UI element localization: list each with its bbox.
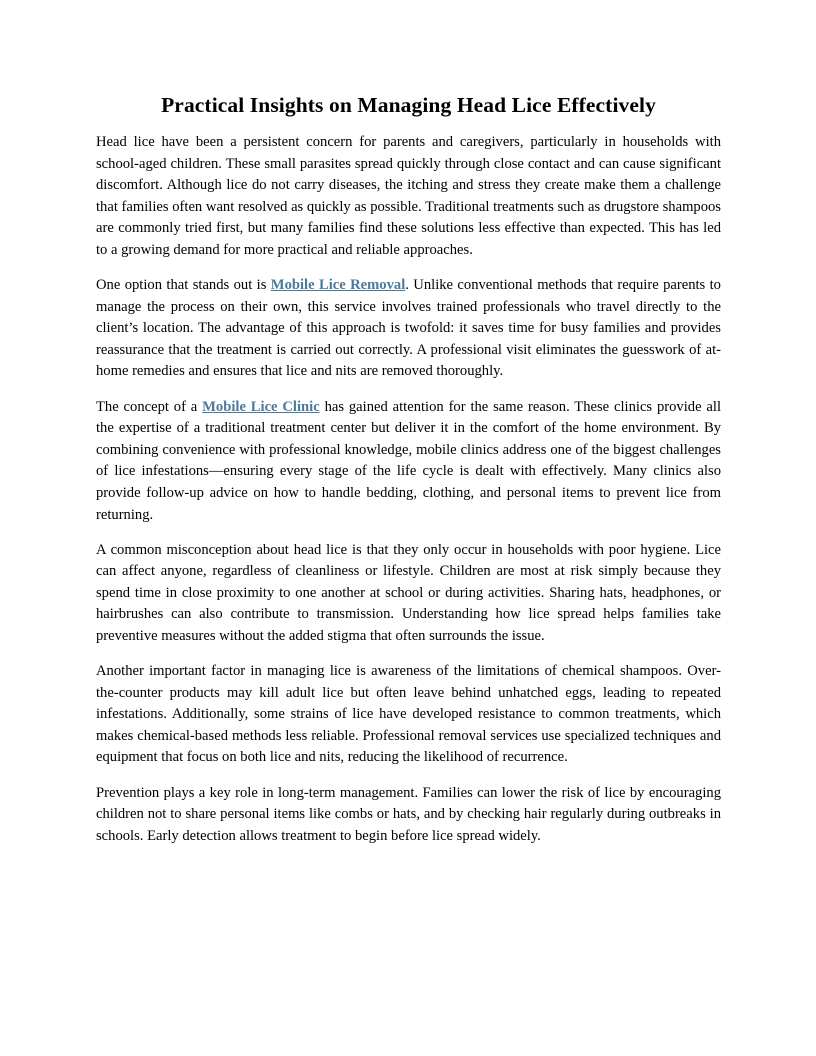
page-title: Practical Insights on Managing Head Lice Effectively [161, 93, 656, 117]
paragraph-mobile-lice-removal [96, 275, 721, 383]
paragraph-chemical-shampoos: Another important factor in managing lice is awareness of the limitations of chemical shampoos. Over-the-counter products may kill adult lice but often leave behind unhatched eggs, leading to repeated infestations. Additionally, some strains of lice have developed resistance to common treatments, which makes chemical-based methods less reliable. Professional removal services use specialized techniques and equipment that focus on both lice and nits, reducing the likelihood of recurrence. [96, 663, 721, 766]
paragraph-text-before: The concept of a [96, 398, 203, 415]
paragraph-text-after: has gained attention for the same reason. These clinics provide all the expertise of a traditional treatment center but deliver it in the comfort of the home environment. By combining convenience with professional knowledge, mobile clinics address one of the biggest challenges of lice infestations—ensuring every stage of the life cycle is dealt with effectively. Many clinics also provide follow-up advice on how to handle bedding, clothing, and personal items to prevent lice from returning. [96, 398, 721, 523]
mobile-lice-removal-link[interactable]: Mobile Lice Removal [270, 277, 406, 294]
paragraph-misconception: A common misconception about head lice is that they only occur in households with poor hygiene. Lice can affect anyone, regardless of cleanliness or lifestyle. Children are most at risk simply because they spend time in close proximity to one another at school or during activities. Sharing hats, headphones, or hairbrushes can also contribute to transmission. Understanding how lice spread helps families take preventive measures without the added stigma that often surrounds the issue. [96, 541, 721, 644]
mobile-lice-clinic-link[interactable]: Mobile Lice Clinic [202, 398, 320, 415]
paragraph-mobile-lice-clinic [96, 397, 721, 527]
paragraph-text-after: . Unlike conventional methods that require parents to manage the process on their own, this service involves trained professionals who travel directly to the client’s location. The advantage of this approach is twofold: it saves time for busy families and provides reassurance that the treatment is carried out correctly. A professional visit eliminates the guesswork of at-home remedies and ensures that lice and nits are removed thoroughly. [96, 277, 721, 380]
paragraph-text-before: One option that stands out is [96, 277, 271, 294]
document-page [96, 92, 721, 861]
paragraph-prevention: Prevention plays a key role in long-term management. Families can lower the risk of lice by encouraging children not to share personal items like combs or hats, and by checking hair regularly during outbreaks in schools. Early detection allows treatment to begin before lice spread widely. [96, 784, 721, 844]
paragraph-intro: Head lice have been a persistent concern for parents and caregivers, particularly in households with school-aged children. These small parasites spread quickly through close contact and can cause significant discomfort. Although lice do not carry diseases, the itching and stress they create make them a challenge that families often want resolved as quickly as possible. Traditional treatments such as drugstore shampoos are commonly tried first, but many families find these solutions less effective than expected. This has led to a growing demand for more practical and reliable approaches. [96, 134, 721, 258]
